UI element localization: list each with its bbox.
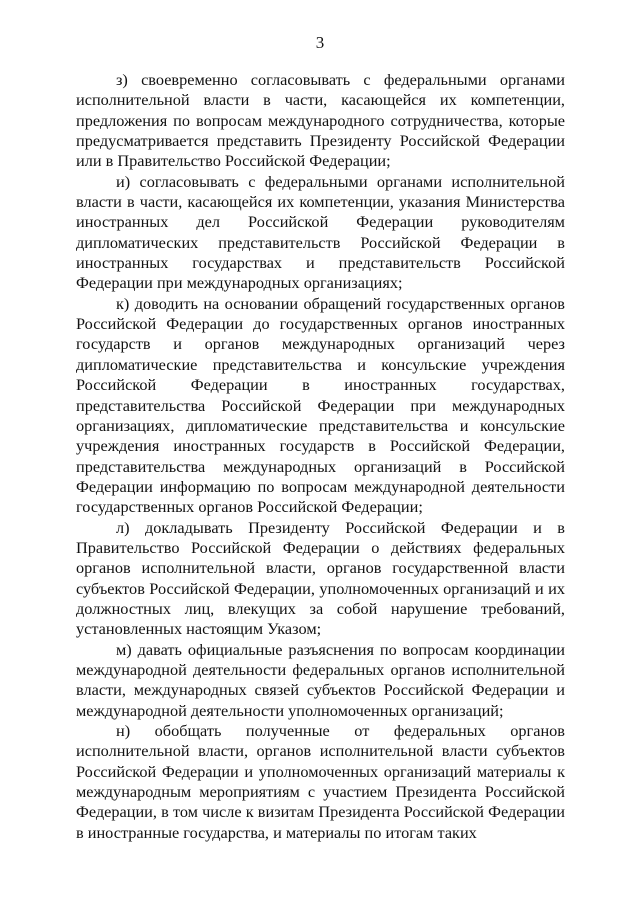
paragraph-l: л) докладывать Президенту Российской Федерации и в Правительство Российской Федерации о действиях федеральных органов исполнительной власти, органов государственной власти субъектов Российской Федерации, уполномоченных организаций и их должностных лиц, влекущих за собой нарушение требований, установленных настоящим Указом; [76,517,565,639]
paragraph-z: з) своевременно согласовывать с федеральными органами исполнительной власти в части, касающейся их компетенции, предложения по вопросам международного сотрудничества, которые предусматривается представить Президенту Российской Федерации или в Правительство Российской Федерации; [76,70,565,171]
document-body [76,70,565,843]
paragraph-k: к) доводить на основании обращений государственных органов Российской Федерации до государственных органов иностранных государств и органов международных организаций через дипломатические представительства и консульские учреждения Российской Федерации в иностранных государствах, представительства Российской Федерации при международных организациях, дипломатические представительства и консульские учреждения иностранных государств в Российской Федерации, представительства международных организаций в Российской Федерации информацию по вопросам международной деятельности государственных органов Российской Федерации; [76,293,565,517]
paragraph-m: м) давать официальные разъяснения по вопросам координации международной деятельности федеральных органов исполнительной власти, международных связей субъектов Российской Федерации и международной деятельности уполномоченных организаций; [76,639,565,720]
paragraph-n: н) обобщать полученные от федеральных органов исполнительной власти, органов исполнительной власти субъектов Российской Федерации и уполномоченных организаций материалы к международным мероприятиям с участием Президента Российской Федерации, в том числе к визитам Президента Российской Федерации в иностранные государства, и материалы по итогам таких [76,721,565,842]
page-number: 3 [315,33,325,52]
paragraph-i: и) согласовывать с федеральными органами исполнительной власти в части, касающейся их компетенции, указания Министерства иностранных дел Российской Федерации руководителям дипломатических представительств Российской Федерации в иностранных государствах и представительств Российской Федерации при международных организациях; [76,171,565,293]
